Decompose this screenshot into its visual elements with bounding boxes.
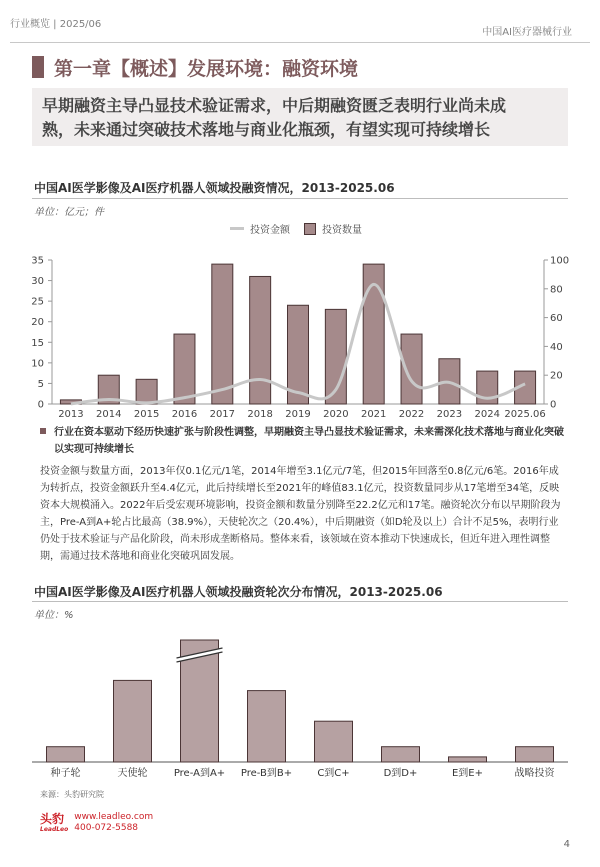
- right-tick-label: 20: [550, 370, 563, 382]
- x-tick-label: 2022: [398, 409, 425, 420]
- left-tick-label: 25: [31, 296, 44, 308]
- x-tick-label: 2013: [58, 409, 84, 420]
- round-label: E到E+: [451, 768, 484, 779]
- left-tick-label: 35: [31, 255, 44, 267]
- logo-text: 头豹: [40, 812, 65, 826]
- x-tick-label: 2020: [323, 409, 349, 420]
- right-tick-label: 60: [550, 313, 563, 325]
- x-tick-label: 2023: [436, 409, 463, 420]
- left-tick-label: 10: [31, 358, 44, 370]
- chapter-title: 第一章【概述】发展环境：融资环境: [54, 57, 359, 80]
- round-label: 战略投资: [514, 768, 555, 779]
- x-tick-label: 2019: [285, 409, 311, 420]
- round-label: C到C+: [317, 768, 350, 779]
- x-tick-label: 2025.06: [504, 409, 546, 420]
- headline-line-1: 早期融资主导凸显技术验证需求，中后期融资匮乏表明行业尚未成: [42, 96, 507, 115]
- left-tick-label: 30: [31, 276, 44, 288]
- x-tick-label: 2021: [360, 409, 387, 420]
- round-bar-种子轮: [47, 747, 85, 762]
- round-bar-天使轮: [114, 680, 152, 762]
- round-bar-E到E+: [449, 757, 487, 762]
- header-right: 中国AI医疗器械行业: [482, 27, 572, 38]
- round-bar-D到D+: [382, 747, 420, 762]
- chart1-title: 中国AI医学影像及AI医疗机器人领域投融资情况，2013-2025.06: [34, 181, 395, 195]
- right-tick-label: 0: [550, 399, 557, 411]
- chart2-title: 中国AI医学影像及AI医疗机器人领域投融资轮次分布情况，2013-2025.06: [34, 585, 443, 599]
- headline-line-2: 熟，未来通过突破技术落地与商业化瓶颈，有望实现可持续增长: [42, 120, 491, 139]
- header-left: 行业概览 | 2025/06: [10, 19, 102, 30]
- x-tick-label: 2015: [133, 409, 160, 420]
- summary-paragraph: 投资金额与数量方面，2013年仅0.1亿元/1笔，2014年增至3.1亿元/7笔，但2015年回落至0.8亿元/6笔。2016年成为转折点，投资金额跃升至4.4亿元，此后持续增长至2021年的峰值83.1亿元，投资数量同步从17笔增至34笔，反映资本大规模涌入。2022年后受宏观环境影响，投资金额和数量分别降至22.2亿元和17笔。融资轮次分布以早期阶段为主，Pre-A到A+轮占比最高（38.9%），天使轮次之（20.4%），中后期融资（如D轮及以上）合计不足5%，表明行业仍处于技术验证与产品化阶段，尚未形成垄断格局。整体来看，该领域在资本推动下快速成长，但近年进入理性调整期，需通过技术落地和商业化突破巩固发展。: [40, 466, 561, 562]
- round-bar-战略投资: [516, 747, 554, 762]
- chart1-unit: 单位：亿元；件: [34, 207, 104, 218]
- right-tick-label: 80: [550, 284, 563, 296]
- x-tick-label: 2024: [474, 409, 500, 420]
- phone-number: 400-072-5588: [74, 823, 139, 833]
- website-link[interactable]: www.leadleo.com: [74, 812, 154, 822]
- round-label: Pre-A到A+: [173, 768, 226, 779]
- round-label: Pre-B到B+: [240, 768, 293, 779]
- round-label: D到D+: [383, 768, 418, 779]
- page-number: 4: [563, 839, 570, 850]
- right-tick-label: 40: [550, 341, 563, 353]
- chart2-unit: 单位：%: [34, 610, 74, 621]
- x-tick-label: 2014: [96, 409, 122, 420]
- round-label: 天使轮: [117, 768, 148, 779]
- round-bar-C到C+: [315, 721, 353, 762]
- right-tick-label: 100: [550, 255, 570, 267]
- left-tick-label: 15: [31, 337, 44, 349]
- x-tick-label: 2018: [247, 409, 273, 420]
- round-label: 种子轮: [50, 768, 81, 779]
- summary-bullet-text: 行业在资本驱动下经历快速扩张与阶段性调整，早期融资主导凸显技术验证需求，未来需深化技术落地与商业化突破以实现可持续增长: [54, 427, 564, 455]
- x-tick-label: 2017: [209, 409, 236, 420]
- left-tick-label: 0: [37, 399, 44, 411]
- logo-sub: LeadLeo: [40, 826, 69, 833]
- legend-line-label: 投资金额: [250, 225, 290, 236]
- left-tick-label: 5: [37, 378, 44, 390]
- x-tick-label: 2016: [171, 409, 198, 420]
- leadleo-logo: [40, 812, 153, 834]
- legend-bar-label: 投资数量: [322, 225, 362, 236]
- source-note: 来源：头豹研究院: [40, 790, 104, 799]
- left-tick-label: 20: [31, 317, 44, 329]
- round-bar-Pre-B到B+: [248, 691, 286, 762]
